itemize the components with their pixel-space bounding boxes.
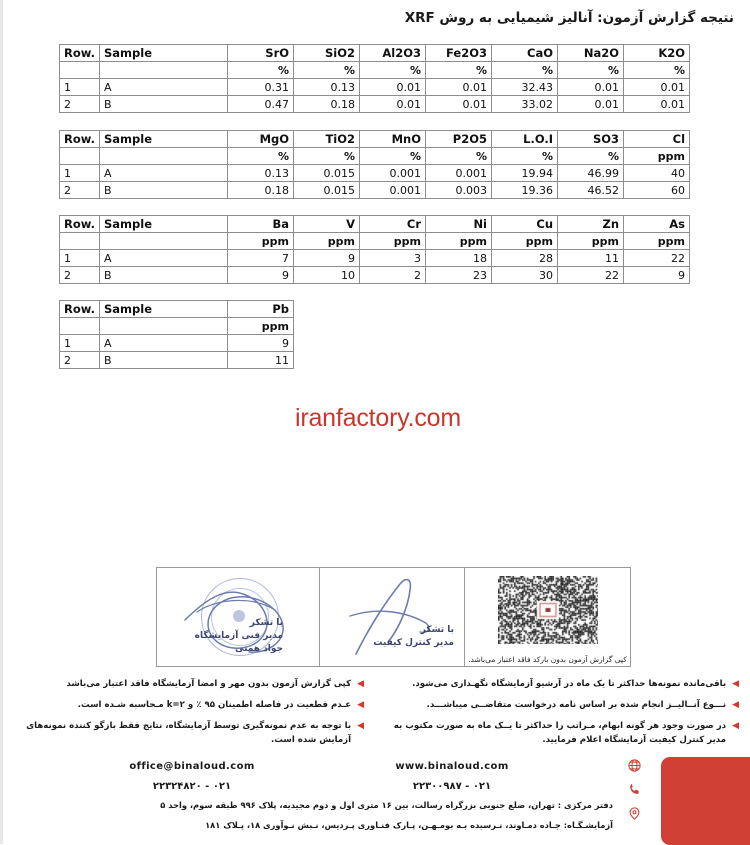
column-header-v: V [294,216,360,233]
note-item [17,698,364,712]
unit-cell: ppm [228,233,294,250]
unit-cell: ppm [426,233,492,250]
note-text: با توجه به عدم نمونه‌گیری توسط آزمایشگاه، نتایج فقط بازگو کننده نمونه‌های آزمایش شده است. [26,721,352,745]
table-cell: 0.001 [360,165,426,182]
barcode-caption: کپی گزارش آزمون بدون بارکد فاقد اعتبار می‌باشد. [468,655,627,664]
table-cell: 22 [624,250,690,267]
column-header-cr: Cr [360,216,426,233]
signature-cell-lab-manager [157,568,320,666]
table-cell: 46.52 [558,182,624,199]
table-wrap-trace-2 [59,300,294,369]
table-cell: 0.01 [360,79,426,96]
table-row [60,79,690,96]
unit-cell-empty [60,148,100,165]
table-unit-row [60,148,690,165]
name-label-lab: جواد همتی [234,644,283,654]
table-cell: 0.47 [228,96,294,113]
triangle-bullet-icon: ◀ [732,700,739,710]
column-header-pb: Pb [228,301,294,318]
table-cell: 2 [360,267,426,284]
table-cell: 9 [228,267,294,284]
unit-cell-empty [100,148,228,165]
column-header-na2o: Na2O [558,45,624,62]
table-cell: 0.01 [360,96,426,113]
role-label-qc: مدیر کنترل کیفیت [373,638,454,648]
table-cell: 2 [60,352,100,369]
barcode-image [498,576,598,644]
table-cell: 2 [60,182,100,199]
column-header-zn: Zn [558,216,624,233]
column-header-al2o3: Al2O3 [360,45,426,62]
table-cell: 0.015 [294,165,360,182]
table-cell: 2 [60,96,100,113]
table-cell: 0.001 [360,182,426,199]
table-cell: 30 [492,267,558,284]
table-cell: 9 [228,335,294,352]
table-cell: 0.015 [294,182,360,199]
column-header-k2o: K2O [624,45,690,62]
footer-icon-column [623,758,645,821]
table-row [60,335,294,352]
unit-cell: % [360,62,426,79]
column-header-l-o-i: L.O.I [492,131,558,148]
thanks-label-qc: با تشکر [420,625,454,635]
table-cell: 0.01 [558,79,624,96]
unit-cell: ppm [624,148,690,165]
notes-section [3,677,750,754]
table-cell: 60 [624,182,690,199]
notes-column-right [378,677,750,754]
signature-cell-barcode [465,568,630,666]
xrf-table-4 [59,300,294,369]
table-cell: A [100,165,228,182]
column-header-tio2: TiO2 [294,131,360,148]
table-cell: 0.01 [426,79,492,96]
table-row [60,96,690,113]
table-cell: 0.18 [294,96,360,113]
footer-address-office: دفتر مرکزی : تهران، ضلع جنوبی بزرگراه رسالت، بین ۱۶ متری اول و دوم مجیدیه، پلاک ۹۹۶ طبقه سوم، واحد ۵ [160,800,613,810]
table-cell: 18 [426,250,492,267]
footer-address-lab: آزمایشـگـاه: جـاده دمـاوند، نـرسیده بـه بومـهـن، پـارک فنـاوری پـردیس، نـبش نـوآوری ۱۸، پـلاک ۱۸۱ [205,820,613,830]
column-header-mno: MnO [360,131,426,148]
table-cell: 19.36 [492,182,558,199]
unit-cell-empty [60,318,100,335]
column-header-ni: Ni [426,216,492,233]
unit-cell: % [426,62,492,79]
watermark: iranfactory.com [294,404,462,432]
signature-text-qc-manager [373,624,454,650]
xrf-table-2 [59,130,690,199]
table-wrap-trace-1 [59,215,690,284]
note-item [17,677,364,691]
unit-cell: % [294,62,360,79]
table-header-row [60,45,690,62]
footer-text-lines [57,756,617,836]
location-pin-icon [627,806,642,821]
column-header-sample: Sample [100,45,228,62]
table-row [60,182,690,199]
table-row [60,267,690,284]
table-cell: 0.01 [624,79,690,96]
unit-cell: % [492,62,558,79]
footer [3,752,750,844]
column-header-sample: Sample [100,301,228,318]
footer-phone-left[interactable]: ۰۲۱ - ۲۲۳۲۴۸۲۰ [152,780,232,792]
table-unit-row [60,318,294,335]
table-cell: B [100,96,228,113]
table-cell: 1 [60,335,100,352]
triangle-bullet-icon: ◀ [357,700,364,710]
note-text: کپی گزارش آزمون بدون مهر و امضا آزمایشگاه فاقد اعتبار می‌باشد [66,679,352,689]
table-cell: 33.02 [492,96,558,113]
table-header-row [60,216,690,233]
footer-phone-right[interactable]: ۰۲۱ - ۲۲۳۰۰۹۸۷ [412,780,492,792]
footer-email[interactable]: office@binaloud.com [129,760,255,772]
xrf-table-3 [59,215,690,284]
table-cell: 9 [624,267,690,284]
note-text: نـــوع آنــالیــز انجام شده بر اساس نامه درخواست متقاضــی میباشـــد. [426,700,727,710]
unit-cell: % [492,148,558,165]
column-header-cu: Cu [492,216,558,233]
table-unit-row [60,233,690,250]
signature-text-lab-manager [195,617,283,656]
phone-icon [627,782,642,797]
unit-cell: % [426,148,492,165]
footer-website[interactable]: www.binaloud.com [395,760,509,772]
table-cell: 0.003 [426,182,492,199]
column-header-sio2: SiO2 [294,45,360,62]
footer-red-block [661,757,750,845]
table-row [60,352,294,369]
table-row [60,165,690,182]
table-header-row [60,131,690,148]
table-wrap-oxides-2 [59,130,690,199]
column-header-sample: Sample [100,216,228,233]
triangle-bullet-icon: ◀ [357,679,364,689]
table-cell: 32.43 [492,79,558,96]
column-header-ba: Ba [228,216,294,233]
unit-cell: % [228,148,294,165]
footer-line-web [57,756,617,776]
unit-cell: ppm [624,233,690,250]
unit-cell: % [360,148,426,165]
column-header-as: As [624,216,690,233]
table-cell: A [100,79,228,96]
table-cell: 3 [360,250,426,267]
column-header-row: Row. [60,301,100,318]
thanks-label-lab: با تشکر [249,618,283,628]
note-text: عـدم قطعیت در فاصله اطمینان ۹۵ ٪ و k=۲ مـحاسبه شـده است. [77,700,352,710]
table-cell: 0.01 [426,96,492,113]
table-cell: A [100,250,228,267]
column-header-row: Row. [60,131,100,148]
unit-cell-empty [100,318,228,335]
column-header-row: Row. [60,45,100,62]
unit-cell: ppm [360,233,426,250]
table-cell: 19.94 [492,165,558,182]
table-header-row [60,301,294,318]
unit-cell: ppm [558,233,624,250]
unit-cell: % [228,62,294,79]
table-cell: 1 [60,250,100,267]
column-header-so3: SO3 [558,131,624,148]
table-wrap-oxides-1 [59,44,690,113]
unit-cell: % [294,148,360,165]
table-cell: 9 [294,250,360,267]
table-cell: 0.13 [228,165,294,182]
table-cell: 0.01 [624,96,690,113]
table-cell: 0.01 [558,96,624,113]
column-header-sro: SrO [228,45,294,62]
column-header-mgo: MgO [228,131,294,148]
triangle-bullet-icon: ◀ [732,721,739,731]
table-cell: 0.13 [294,79,360,96]
triangle-bullet-icon: ◀ [357,721,364,731]
note-text: باقی‌مانده نمونه‌ها حداکثر تا یک ماه در آرشیو آزمایشگاه نگهـداری می‌شود. [412,679,727,689]
triangle-bullet-icon: ◀ [732,679,739,689]
column-header-cl: Cl [624,131,690,148]
table-cell: B [100,182,228,199]
unit-cell-empty [60,233,100,250]
table-row [60,250,690,267]
note-item [17,719,364,747]
note-item [392,698,739,712]
unit-cell: ppm [492,233,558,250]
note-text: در صورت وجود هر گونه ابهام، مـراتب را حداکثر تا یــک ماه به صورت مکتوب به مدیر کنترل کیفیت آزمایشگاه اعلام فرمایید. [393,721,727,745]
signature-scribble-icon [320,568,465,666]
unit-cell: % [558,148,624,165]
unit-cell-empty [60,62,100,79]
table-cell: 0.001 [426,165,492,182]
unit-cell-empty [100,62,228,79]
role-label-lab: مدیر فنی آزمایشگاه [194,631,283,641]
column-header-sample: Sample [100,131,228,148]
column-header-p2o5: P2O5 [426,131,492,148]
notes-column-left [3,677,378,754]
note-item [392,719,739,747]
unit-cell: % [558,62,624,79]
table-cell: 2 [60,267,100,284]
unit-cell: % [624,62,690,79]
footer-line-phone [57,776,617,796]
unit-cell: ppm [294,233,360,250]
table-cell: A [100,335,228,352]
table-cell: 11 [558,250,624,267]
column-header-fe2o3: Fe2O3 [426,45,492,62]
table-cell: B [100,267,228,284]
xrf-table-1 [59,44,690,113]
table-cell: 22 [558,267,624,284]
table-cell: 11 [228,352,294,369]
table-cell: 0.18 [228,182,294,199]
column-header-cao: CaO [492,45,558,62]
table-cell: 28 [492,250,558,267]
table-cell: 40 [624,165,690,182]
unit-cell: ppm [228,318,294,335]
table-cell: 1 [60,79,100,96]
table-cell: 46.99 [558,165,624,182]
table-cell: B [100,352,228,369]
column-header-row: Row. [60,216,100,233]
table-cell: 7 [228,250,294,267]
page-title: نتیجه گزارش آزمون: آنالیز شیمیایی به روش XRF [404,10,734,26]
table-cell: 1 [60,165,100,182]
signature-row [156,567,631,667]
table-cell: 10 [294,267,360,284]
table-unit-row [60,62,690,79]
globe-icon [627,758,642,773]
unit-cell-empty [100,233,228,250]
signature-cell-qc-manager [320,568,465,666]
table-cell: 0.31 [228,79,294,96]
note-item [392,677,739,691]
table-cell: 23 [426,267,492,284]
